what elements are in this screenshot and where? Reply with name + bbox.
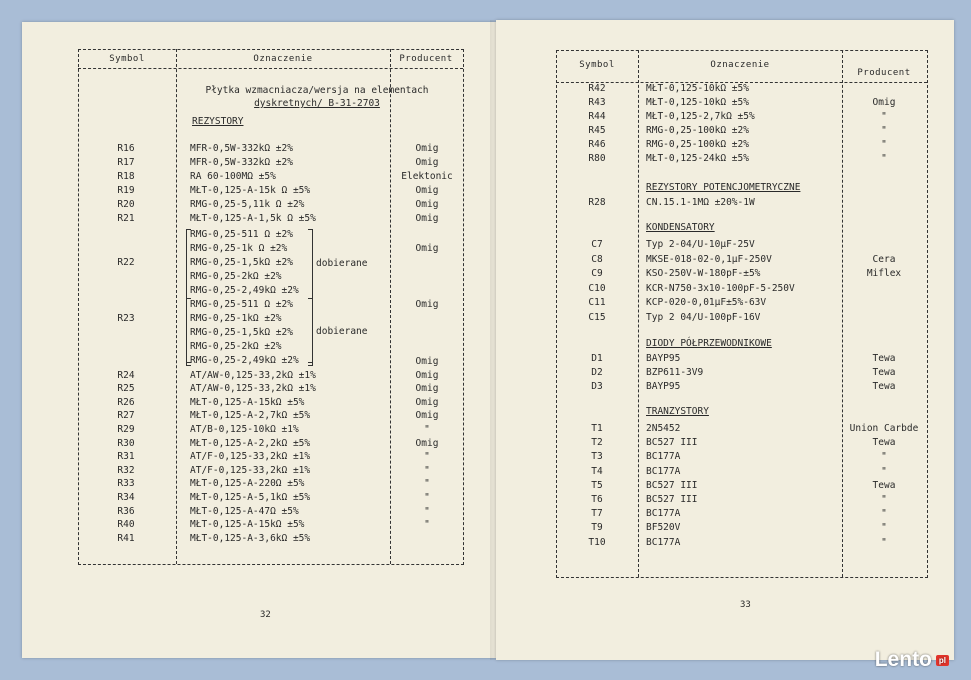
row-producer: Tewa	[872, 381, 896, 392]
left-page: Symbol Oznaczenie Producent Płytka wzmacniacza/wersja na elementach dyskretnych/ B-31-2703 REZYSTORY R16 MFR-0,5W-332kΩ ±2% Omig R17 MFR-0,5W-332kΩ ±2% Omig R18 RA 60-100MΩ ±5% Elektonic R19 MŁT-0,125-A-15k Ω ±5% Omig R20 RMG-0,25-5,11k Ω ±2% Omig R21 MŁT-0,125-A-1,5k Ω ±5% Omig R22 Omig dobierane RMG-0,25-511 Ω ±2% RMG-0,25-1k Ω ±2% RMG-0,25-1,5kΩ ±2% RMG-0,25-2kΩ ±2% RMG-0,25-2,49kΩ ±2% R23 Omig dobierane RMG-0,25-511 Ω ±2% RMG-0,25-1kΩ ±2% RMG-0,25-1,5kΩ ±2% RMG-0,25-2kΩ ±2% RMG-0,25-2,49kΩ ±2% Omig R24 AT/AW-0,125-33,2kΩ ±1% Omig R25 AT/AW-0,125-33,2kΩ ±1% Omig R26 MŁT-0,125-A-15kΩ ±5% Omig R27 MŁT-0,125-A-2,7kΩ ±5% Omig R29 AT/B-0,125-10kΩ ±1% " R30 MŁT-0,125-A-2,2kΩ ±5% Omig R31 AT/F-0,125-33,2kΩ ±1% " R32 AT/F-0,125-33,2kΩ ±1% " R33 MŁT-0,125-A-220Ω ±5% " R34 MŁT-0,125-A-5,1kΩ ±5% " R36 MŁT-0,125-A-47Ω ±5% " R40 MŁT-0,125-A-15kΩ ±5% " R41 MŁT-0,125-A-3,6kΩ ±5% 32	[22, 22, 496, 658]
row-symbol: R24	[117, 369, 135, 381]
row-symbol: R42	[588, 83, 606, 94]
row-symbol: R41	[117, 532, 135, 544]
row-producer: Tewa	[872, 367, 896, 378]
row-symbol: R31	[117, 451, 135, 463]
row-producer: Omig	[415, 410, 439, 422]
right-header-producer: Producent	[857, 68, 911, 78]
row-symbol: D2	[591, 367, 603, 378]
row-producer: "	[881, 139, 887, 150]
row-producer: "	[881, 111, 887, 122]
row-designation: BC527 III	[646, 479, 698, 491]
left-header-producer: Producent	[399, 54, 453, 64]
row-symbol: R19	[117, 185, 135, 196]
row-symbol: R36	[117, 505, 135, 517]
left-header-designation: Oznaczenie	[253, 54, 313, 64]
row-symbol: T9	[591, 522, 603, 534]
left-col-divider-1	[176, 49, 177, 564]
watermark-logo	[875, 648, 949, 672]
row-producer: Omig	[415, 157, 439, 168]
row-designation: MŁT-0,125-A-5,1kΩ ±5%	[190, 492, 311, 503]
row-designation: AT/AW-0,125-33,2kΩ ±1%	[190, 383, 316, 395]
left-header-symbol: Symbol	[109, 54, 145, 64]
row-symbol: C15	[588, 311, 606, 323]
row-designation: CN.15.1-1MΩ ±20%-1W	[646, 197, 755, 208]
row-designation: MŁT-0,125-A-3,6kΩ ±5%	[190, 532, 311, 544]
row-symbol: R80	[588, 153, 606, 164]
group-item: RMG-0,25-1,5kΩ ±2%	[190, 257, 293, 268]
row-symbol: R46	[588, 139, 606, 150]
watermark-brand: Lento	[874, 648, 932, 671]
row-designation: MŁT-0,125-10kΩ ±5%	[646, 83, 749, 94]
row-symbol: C11	[588, 297, 606, 308]
group-item: RMG-0,25-1k Ω ±2%	[190, 243, 288, 254]
row-symbol: C9	[591, 268, 603, 279]
row-designation: 2N5452	[646, 423, 681, 434]
row-symbol: D1	[591, 353, 603, 364]
row-producer: "	[424, 505, 430, 517]
row-designation: RA 60-100MΩ ±5%	[190, 171, 276, 182]
row-symbol: R25	[117, 383, 135, 395]
row-producer: "	[424, 478, 430, 490]
section-potentiometers: REZYSTORY POTENCJOMETRYCZNE	[646, 182, 801, 193]
row-designation: BZP611-3V9	[646, 367, 704, 378]
row-designation: BF520V	[646, 522, 681, 534]
row-designation: MŁT-0,125-10kΩ ±5%	[646, 97, 749, 108]
left-page-number: 32	[260, 610, 271, 620]
row-designation: BC177A	[646, 451, 681, 463]
board-title-line1: Płytka wzmacniacza/wersja na elementach	[205, 85, 429, 96]
left-header-divider	[78, 68, 463, 69]
row-producer: "	[881, 465, 887, 477]
row-producer: Omig	[415, 369, 439, 381]
row-symbol: R27	[117, 410, 135, 422]
row-producer: Omig	[415, 143, 439, 154]
row-producer: Omig	[415, 437, 439, 449]
row-designation: KCP-020-0,01µF±5%-63V	[646, 297, 767, 308]
right-header-designation: Oznaczenie	[710, 60, 770, 70]
row-designation: MŁT-0,125-A-15kΩ ±5%	[190, 396, 305, 408]
row-designation: BC527 III	[646, 494, 698, 505]
row-producer: Elektonic	[401, 171, 453, 182]
row-designation: MŁT-0,125-A-2,2kΩ ±5%	[190, 437, 311, 449]
row-symbol: T2	[591, 437, 603, 449]
row-producer: "	[881, 522, 887, 534]
row-producer: Omig	[872, 97, 896, 108]
right-page	[496, 20, 954, 660]
row-symbol: C7	[591, 239, 603, 250]
row-designation: MŁT-0,125-A-2,7kΩ ±5%	[190, 410, 311, 422]
row-designation: MŁT-0,125-2,7kΩ ±5%	[646, 111, 755, 122]
board-title-line2: dyskretnych/ B-31-2703	[254, 98, 380, 109]
row-designation: MŁT-0,125-A-1,5k Ω ±5%	[190, 213, 316, 224]
row-symbol: R29	[117, 424, 135, 435]
row-designation: KCR-N750-3x10-100pF-5-250V	[646, 282, 795, 294]
row-symbol: C10	[588, 282, 606, 294]
row-producer: Omig	[415, 356, 439, 367]
row-designation: MFR-0,5W-332kΩ ±2%	[190, 143, 293, 154]
row-producer: Omig	[415, 199, 439, 210]
row-designation: RMG-0,25-100kΩ ±2%	[646, 125, 749, 136]
group-item: RMG-0,25-1kΩ ±2%	[190, 313, 282, 324]
row-designation: BC527 III	[646, 437, 698, 449]
group-item: RMG-0,25-511 Ω ±2%	[190, 229, 293, 240]
row-producer: "	[881, 508, 887, 520]
row-producer: "	[881, 536, 887, 548]
row-symbol: R26	[117, 396, 135, 408]
row-designation: Typ 2 04/U-100pF-16V	[646, 311, 761, 323]
row-producer: Union Carbde	[849, 423, 919, 434]
row-designation: MŁT-0,125-A-220Ω ±5%	[190, 478, 305, 490]
group-item: RMG-0,25-511 Ω ±2%	[190, 299, 293, 310]
row-symbol: T6	[591, 494, 603, 505]
row-producer: "	[881, 153, 887, 164]
row-symbol: R21	[117, 213, 135, 224]
row-designation: RMG-0,25-100kΩ ±2%	[646, 139, 749, 150]
row-producer: Omig	[415, 213, 439, 224]
row-symbol: R33	[117, 478, 135, 490]
row-symbol: T7	[591, 508, 603, 520]
row-producer: Omig	[415, 185, 439, 196]
section-resistors: REZYSTORY	[192, 116, 244, 127]
board-title	[182, 84, 452, 110]
row-symbol: D3	[591, 381, 603, 392]
row-designation: MŁT-0,125-24kΩ ±5%	[646, 153, 749, 164]
row-designation: Typ 2-04/U-10µF-25V	[646, 239, 755, 250]
row-producer: "	[424, 464, 430, 476]
row-producer: "	[881, 125, 887, 136]
row-symbol: T4	[591, 465, 603, 477]
row-designation: RMG-0,25-5,11k Ω ±2%	[190, 199, 305, 210]
section-transistors: TRANZYSTORY	[646, 406, 709, 417]
right-page-number: 33	[740, 600, 751, 610]
row-symbol: C8	[591, 253, 603, 265]
row-producer: "	[424, 451, 430, 463]
row-designation: AT/AW-0,125-33,2kΩ ±1%	[190, 369, 316, 381]
row-producer: Omig	[415, 383, 439, 395]
row-symbol: T10	[588, 536, 606, 548]
row-symbol: T3	[591, 451, 603, 463]
row-designation: MFR-0,5W-332kΩ ±2%	[190, 157, 293, 168]
row-producer: "	[424, 424, 430, 435]
group-item: RMG-0,25-2kΩ ±2%	[190, 341, 282, 352]
row-designation: MKSE-018-02-0,1µF-250V	[646, 253, 772, 265]
watermark-badge: pl	[936, 655, 949, 666]
row-producer: Tewa	[872, 479, 896, 491]
row-symbol: R45	[588, 125, 606, 136]
row-designation: KSO-250V-W-180pF-±5%	[646, 268, 761, 279]
row-symbol: R34	[117, 492, 135, 503]
row-symbol: R32	[117, 464, 135, 476]
row-designation: AT/F-0,125-33,2kΩ ±1%	[190, 451, 311, 463]
row-designation: MŁT-0,125-A-47Ω ±5%	[190, 505, 299, 517]
row-symbol: T5	[591, 479, 603, 491]
row-symbol: R40	[117, 519, 135, 531]
section-diodes: DIODY PÓŁPRZEWODNIKOWE	[646, 338, 772, 349]
right-col-divider-1	[638, 50, 639, 577]
row-designation: MŁT-0,125-A-15k Ω ±5%	[190, 185, 311, 196]
row-symbol: R44	[588, 111, 606, 122]
row-symbol: R16	[117, 143, 135, 154]
row-designation: BC177A	[646, 508, 681, 520]
row-producer: Miflex	[866, 268, 902, 279]
row-symbol: R18	[117, 171, 135, 182]
row-producer: "	[424, 492, 430, 503]
r22-selected-label: dobierane	[316, 258, 368, 269]
row-symbol: R17	[117, 157, 135, 168]
row-producer: Tewa	[872, 437, 896, 449]
row-designation: MŁT-0,125-A-15kΩ ±5%	[190, 519, 305, 531]
row-designation: BAYP95	[646, 381, 681, 392]
group-item: RMG-0,25-2,49kΩ ±2%	[190, 285, 299, 296]
row-producer: Tewa	[872, 353, 896, 364]
row-symbol: R20	[117, 199, 135, 210]
row-producer: Cera	[872, 253, 896, 265]
row-producer: "	[881, 494, 887, 505]
right-header-symbol: Symbol	[579, 60, 615, 70]
row-designation: BC177A	[646, 465, 681, 477]
row-designation: BC177A	[646, 536, 681, 548]
r23-bracket-right	[308, 298, 313, 366]
row-symbol: R30	[117, 437, 135, 449]
row-symbol: R28	[588, 197, 606, 208]
row-producer: "	[424, 519, 430, 531]
group-item: RMG-0,25-1,5kΩ ±2%	[190, 327, 293, 338]
r23-selected-label: dobierane	[316, 326, 368, 337]
row-designation: AT/B-0,125-10kΩ ±1%	[190, 424, 299, 435]
group-item: RMG-0,25-2kΩ ±2%	[190, 271, 282, 282]
section-capacitors: KONDENSATORY	[646, 222, 715, 233]
row-designation: BAYP95	[646, 353, 681, 364]
row-symbol: T1	[591, 423, 603, 434]
group-item: RMG-0,25-2,49kΩ ±2%	[190, 355, 299, 366]
row-designation: AT/F-0,125-33,2kΩ ±1%	[190, 464, 311, 476]
row-producer: "	[881, 451, 887, 463]
row-producer: Omig	[415, 396, 439, 408]
row-symbol: R43	[588, 97, 606, 108]
